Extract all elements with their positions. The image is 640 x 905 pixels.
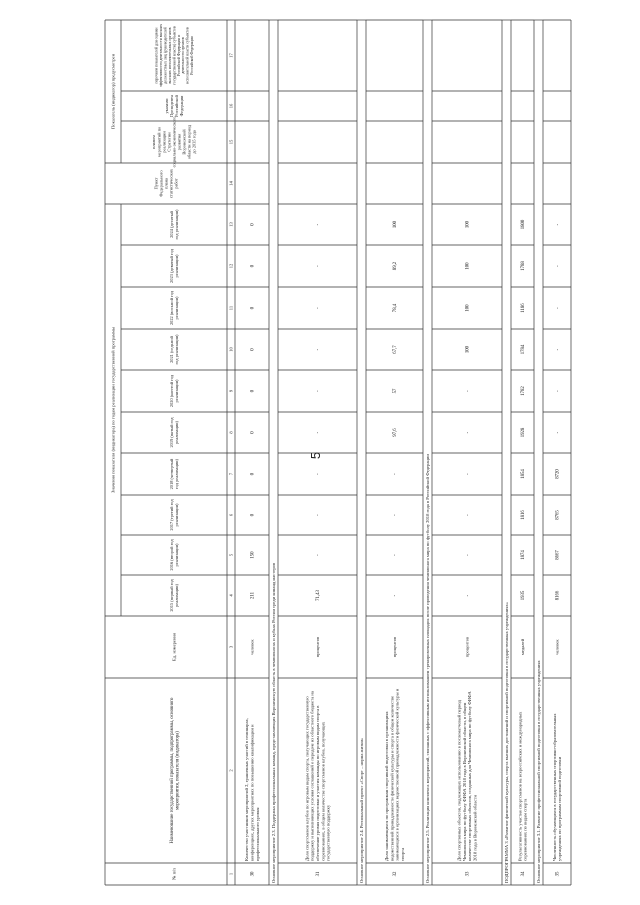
row-value: 1816 bbox=[521, 510, 527, 520]
header-year: 2021 (седьмойгод реализации) bbox=[168, 334, 179, 365]
row-value: 8667 bbox=[555, 550, 561, 560]
section-row: ПОДПРОГРАММА 3 «Развитие физической культуры, спорта высших достижений и спортивной подготовки в государственных учреждениях» bbox=[503, 601, 509, 883]
header-group-values: Значения показателя (индикатора) по годам реализации государственной программы bbox=[110, 327, 116, 493]
row-value: 0 bbox=[250, 389, 256, 393]
column-number: 3 bbox=[228, 645, 234, 649]
column-number: 13 bbox=[228, 222, 234, 227]
row-value: 97,6 bbox=[393, 428, 399, 437]
section-row: Основное мероприятие 2.3. Поддержка профессиональных команд, представляющих Воронежскую область в чемпионатах и кубках России среди команд мастеров bbox=[270, 562, 276, 883]
row-value: 100 bbox=[465, 345, 471, 354]
row-value: - bbox=[465, 390, 471, 392]
row-value: 1186 bbox=[521, 303, 527, 313]
row-number: 30 bbox=[250, 871, 256, 877]
column-number: 6 bbox=[228, 513, 234, 517]
row-value: 1854 bbox=[521, 469, 527, 479]
row-value: 150 bbox=[250, 551, 256, 559]
row-value: 78,4 bbox=[393, 303, 399, 313]
row-value: 0 bbox=[250, 348, 256, 351]
column-number: 14 bbox=[228, 181, 234, 186]
row-value: - bbox=[316, 223, 322, 226]
column-number: 5 bbox=[228, 553, 234, 557]
row-value: - bbox=[316, 431, 322, 434]
header-year: 2016 (второй годреализации) bbox=[168, 539, 179, 571]
row-unit: человек bbox=[554, 639, 560, 655]
row-value: - bbox=[316, 473, 322, 475]
section-row: Основное мероприятие 2.5. Реализация комплекса мероприятий, связанных с эффективным использованием тренировочных площадок после проведения чемпионата мира по футболу 2018 года в Российской Федерации bbox=[424, 454, 430, 883]
row-name: Доля занимающихся по программам спортивной подготовки в организацияхведомственной принадлежности физической культуры и спорта в общем количествезанимающихся в организациях ведомственной принадлежности физической культуры испорта bbox=[384, 688, 405, 861]
section-row: Основное мероприятие 2.4. Региональный проект «Спорт – норма жизни» bbox=[358, 737, 364, 883]
row-value: 89,2 bbox=[393, 261, 399, 271]
row-number: 31 bbox=[316, 871, 322, 877]
row-value: - bbox=[465, 554, 471, 556]
row-value: 0 bbox=[250, 513, 256, 517]
row-value: 1788 bbox=[521, 261, 527, 271]
row-value: 57 bbox=[393, 388, 399, 394]
row-value: - bbox=[555, 307, 561, 309]
row-value: - bbox=[316, 554, 322, 556]
section-row: Основное мероприятие 3.1. Развитие профессиональной спортивной подготовки в государственных учреждениях bbox=[535, 660, 541, 883]
row-value: 1874 bbox=[521, 550, 527, 560]
row-value: 100 bbox=[465, 262, 471, 270]
row-value: - bbox=[555, 431, 561, 434]
row-value: - bbox=[393, 594, 399, 597]
row-value: 1800 bbox=[521, 219, 527, 230]
column-number: 12 bbox=[228, 263, 234, 269]
column-number: 15 bbox=[228, 139, 234, 145]
row-name: Доля спортивных объектов, подлежащих использованию в послематчевый периодЧемпионата мира по футболу ФИФА 2018 года в Воронежской области, в общемколичестве спортивных объектов, созданных для Чемпионата мира по футболу ФИФА2018 года в Воронежской области bbox=[456, 691, 478, 861]
column-number: 11 bbox=[228, 305, 234, 311]
row-number: 33 bbox=[465, 871, 471, 877]
column-number: 1 bbox=[228, 872, 234, 876]
row-unit: процентов bbox=[464, 636, 470, 658]
row-value: 8720 bbox=[555, 469, 561, 479]
header-year: 2017 (третий годреализации) bbox=[168, 499, 179, 531]
header-year: 2020 (шестой годреализации) bbox=[168, 374, 179, 408]
row-value: - bbox=[393, 514, 399, 516]
row-value: 67,7 bbox=[393, 345, 399, 354]
header-plan-strategy: планоммероприятий пореализацииСтратегиисоциально-экономическогоразвитияВоронежскойобласти на периоддо 2035 года bbox=[151, 116, 197, 168]
row-value: 211 bbox=[250, 591, 256, 600]
row-value: - bbox=[465, 473, 471, 475]
header-year: 2023 (девятый годреализации) bbox=[168, 249, 179, 283]
row-value: - bbox=[393, 554, 399, 556]
row-value: 1935 bbox=[521, 590, 527, 601]
column-number: 9 bbox=[228, 389, 234, 393]
header-year: 2018 (четвертыйгод реализации) bbox=[168, 458, 179, 490]
row-value: - bbox=[316, 307, 322, 309]
row-unit: человек bbox=[249, 639, 255, 655]
table-rotated-group bbox=[105, 20, 571, 885]
row-unit: медалей bbox=[519, 638, 525, 656]
row-value: - bbox=[393, 473, 399, 475]
header-year: 2022 (восьмой годреализации) bbox=[168, 290, 179, 326]
row-value: 1782 bbox=[521, 386, 527, 396]
row-value: - bbox=[555, 348, 561, 351]
column-number: 17 bbox=[228, 53, 234, 58]
row-value: - bbox=[316, 390, 322, 392]
header-group-plan: Показатель (индикатор) предусмотрен bbox=[110, 53, 116, 130]
column-number: 8 bbox=[228, 431, 234, 434]
row-value: 1784 bbox=[521, 344, 527, 355]
column-number: 16 bbox=[228, 103, 234, 109]
row-value: 100 bbox=[465, 220, 471, 229]
row-name: Результативность участия спортсменов на всероссийских и международныхсоревнованиях по видам спорта bbox=[517, 711, 528, 861]
row-value: 100 bbox=[393, 220, 399, 229]
page-number: 5 bbox=[308, 451, 324, 460]
row-value: 100 bbox=[465, 304, 471, 312]
row-value: 0 bbox=[250, 264, 256, 268]
header-year: 2024 (десятыйгод реализации) bbox=[168, 209, 179, 240]
row-value: 0 bbox=[250, 306, 256, 310]
row-value: 0 bbox=[250, 223, 256, 226]
row-number: 32 bbox=[393, 871, 399, 877]
header-year: 2015 (первый годреализации) bbox=[168, 579, 179, 612]
header-plan-decrees: указамиПрезидентаРоссийскойФедерации bbox=[163, 95, 185, 117]
row-value: - bbox=[465, 594, 471, 597]
row-number: 34 bbox=[521, 871, 527, 877]
row-unit: процентов bbox=[314, 636, 320, 658]
row-value: 71,43 bbox=[316, 590, 322, 601]
header-name: Наименование государственной программы, подпрограммы, основногомероприятия, показателя (индикатора) bbox=[169, 697, 181, 844]
header-unit: Ед. измерения bbox=[171, 633, 177, 661]
row-number: 35 bbox=[555, 871, 561, 877]
row-value: 8765 bbox=[555, 510, 561, 520]
row-value: 0 bbox=[250, 431, 256, 434]
row-value: - bbox=[316, 514, 322, 516]
row-value: - bbox=[465, 514, 471, 516]
row-value: - bbox=[316, 265, 322, 267]
row-name: Доля спортсменов клубов по игровым видам спорта, получающих государственнуюподдержку и выполняющих условия соглашений о передаче из областного бюджета наобеспечение уровня подготовки и участия команды по игровым видам спорта всоревнованиях, в общем количестве спортсменов клубов, получающихгосударственную поддержку bbox=[304, 691, 331, 861]
column-number: 7 bbox=[228, 472, 234, 476]
row-name: Численность обучающихся в государственных спортивно-образовательныхучреждениях по программам спортивной подготовки bbox=[551, 713, 563, 861]
row-value: 0 bbox=[250, 472, 256, 476]
header-year: 2019 (пятый годреализации) bbox=[168, 417, 179, 448]
column-number: 4 bbox=[228, 594, 234, 597]
row-unit: процентов bbox=[391, 636, 397, 658]
header-num: № п/п bbox=[171, 868, 177, 880]
row-name: Количество участников мероприятий 2, граничных участий в семинарах,конференциях, других мероприятиях по повышению квалификации ипрофессионального уровня bbox=[244, 718, 260, 861]
row-value: 1928 bbox=[521, 427, 527, 438]
column-number: 10 bbox=[228, 347, 234, 352]
row-value: - bbox=[555, 265, 561, 267]
header-stat: ПунктФедеральногопланастатистическихработ bbox=[153, 168, 179, 199]
row-value: - bbox=[555, 390, 561, 392]
row-value: - bbox=[316, 348, 322, 351]
header-plan-efficiency: перечнем показателей для оценкиэффективности деятельности высшихдолжностных лиц (руководителейвысших исполнительных органовгосударственной власти) субъектовРоссийской Федерации идеятельности органовисполнительной власти субъектовРоссийской Федерации bbox=[154, 24, 195, 87]
row-value: - bbox=[465, 431, 471, 434]
row-value: - bbox=[555, 223, 561, 226]
row-value: 8166 bbox=[555, 590, 561, 601]
column-number: 2 bbox=[228, 769, 234, 772]
